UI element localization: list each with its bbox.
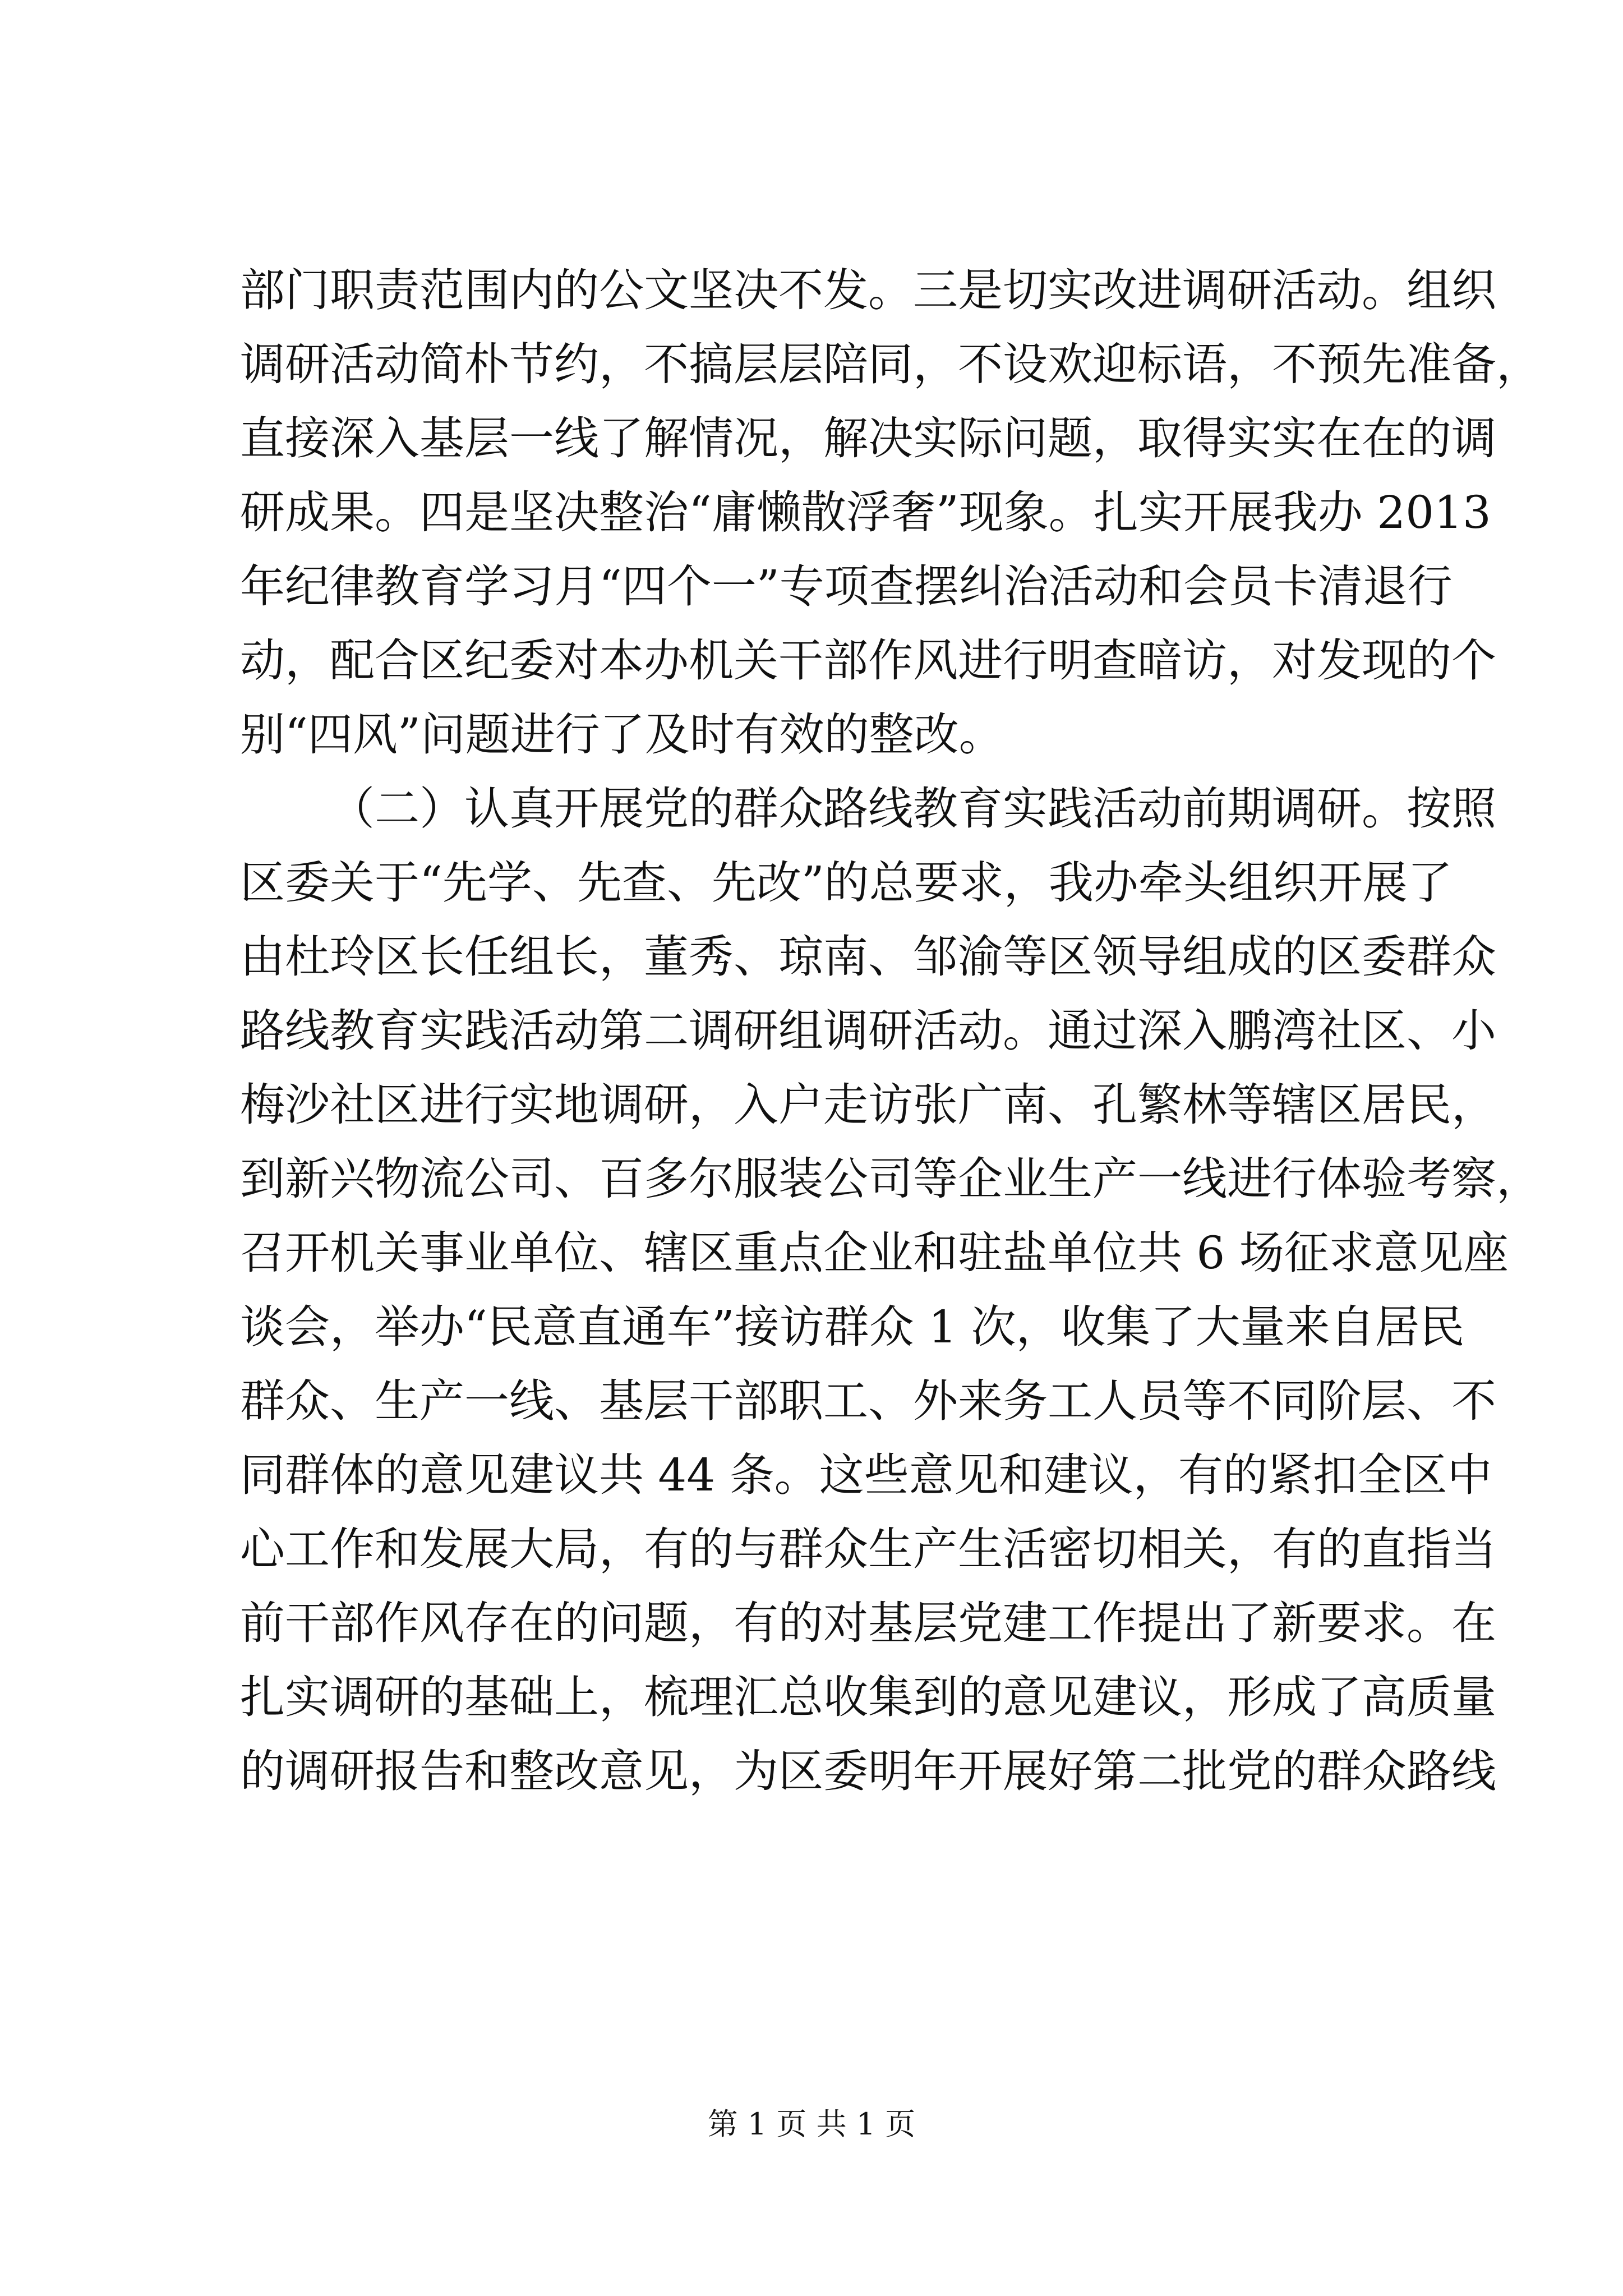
text-line: 调研活动简朴节约，不搞层层陪同，不设欢迎标语，不预先准备， — [240, 338, 1541, 390]
page-footer: 第 1 页 共 1 页 — [707, 2106, 916, 2142]
document-body — [240, 254, 1541, 1809]
text-line: 由杜玲区长任组长，董秀、琼南、邹渝等区领导组成的区委群众 — [240, 931, 1496, 983]
text-line: 部门职责范围内的公文坚决不发。三是切实改进调研活动。组织 — [240, 264, 1496, 316]
text-line: 前干部作风存在的问题，有的对基层党建工作提出了新要求。在 — [240, 1597, 1496, 1649]
paragraph-start-line: （二）认真开展党的群众路线教育实践活动前期调研。按照 — [330, 783, 1496, 835]
text-line: 研成果。四是坚决整治“庸懒散浮奢”现象。扎实开展我办 2013 — [240, 486, 1491, 539]
text-line: 心工作和发展大局，有的与群众生产生活密切相关，有的直指当 — [240, 1523, 1496, 1575]
text-line: 的调研报告和整改意见，为区委明年开展好第二批党的群众路线 — [240, 1745, 1496, 1797]
text-line: 同群体的意见建议共 44 条。这些意见和建议，有的紧扣全区中 — [240, 1449, 1492, 1501]
text-line: 到新兴物流公司、百多尔服装公司等企业生产一线进行体验考察， — [240, 1153, 1541, 1205]
text-line: 直接深入基层一线了解情况，解决实际问题，取得实实在在的调 — [240, 412, 1496, 464]
text-line: 年纪律教育学习月“四个一”专项查摆纠治活动和会员卡清退行 — [240, 560, 1453, 613]
text-line: 群众、生产一线、基层干部职工、外来务工人员等不同阶层、不 — [240, 1375, 1496, 1427]
text-line: 梅沙社区进行实地调研，入户走访张广南、孔繁林等辖区居民， — [240, 1079, 1496, 1131]
text-line: 动，配合区纪委对本办机关干部作风进行明查暗访，对发现的个 — [240, 634, 1496, 687]
text-line: 扎实调研的基础上，梳理汇总收集到的意见建议，形成了高质量 — [240, 1671, 1496, 1723]
text-line: 区委关于“先学、先查、先改”的总要求，我办牵头组织开展了 — [240, 857, 1453, 909]
paragraph-end-line: 别“四风”问题进行了及时有效的整改。 — [240, 708, 1004, 761]
text-line: 召开机关事业单位、辖区重点企业和驻盐单位共 6 场征求意见座 — [240, 1227, 1509, 1279]
text-line: 路线教育实践活动第二调研组调研活动。通过深入鹏湾社区、小 — [240, 1005, 1496, 1057]
text-line: 谈会，举办“民意直通车”接访群众 1 次，收集了大量来自居民 — [240, 1301, 1465, 1353]
